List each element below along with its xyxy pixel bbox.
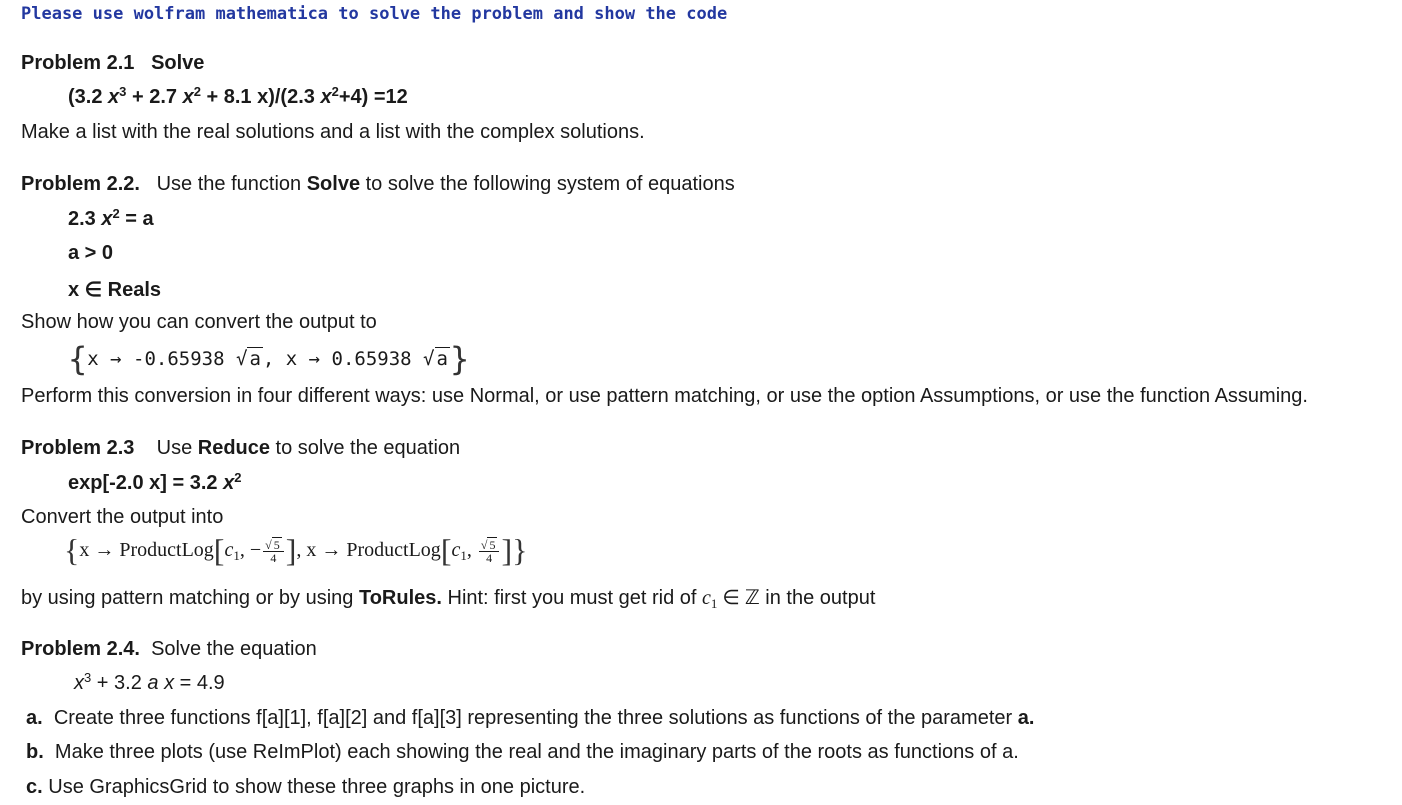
problem-2-1-label: Problem 2.1 (21, 52, 135, 74)
problem-2-4-heading: Problem 2.4. Solve the equation (21, 638, 317, 660)
problem-2-3-target-output: {$x \to ProductLog[c_1$, − $\frac{√ 5}{4}$ ], $x \to ProductLog[c_1$, $\frac{√ 5}{4}$ ]} (64, 532, 528, 568)
header-instruction: Please use wolfram mathematica to solve the problem and show the code (21, 4, 728, 24)
reduce-keyword: Reduce (197, 437, 270, 459)
problem-2-3-convert: Convert the output into (21, 506, 224, 528)
problem-2-1-text: Make a list with the real solutions and a list with the complex solutions. (21, 121, 645, 143)
problem-2-2-perform: Perform this conversion in four different ways: use Normal, or use pattern matching, or use the option Assumptions, or use the function Assuming. (21, 385, 1308, 407)
problem-2-4-part-b: b. Make three plots (use ReImPlot) each showing the real and the imaginary parts of the roots as functions of a. (26, 741, 1019, 763)
solve-keyword: Solve (306, 173, 361, 195)
problem-2-4-label: Problem 2.4. (21, 638, 140, 660)
problem-2-3-equation: exp[-2.0 x] = 3.2 $x^2$ (68, 469, 242, 494)
problem-2-1-equation: (3.2 $x^3 + 2.7$ $x^2 + 8.1$ x)/(2.3 $x^2+4) =12$ (68, 83, 408, 108)
torules-keyword: ToRules. (358, 587, 442, 609)
problem-2-1-verb: Solve (151, 52, 205, 74)
problem-2-2-heading: Problem 2.2. Use the function Solve to solve the following system of equations (21, 173, 735, 195)
problem-2-2-target-output: {x → -0.65938 √ a , x → 0.65938 √ a} (68, 340, 470, 378)
problem-2-4-equation: $x^3 + 3.2$ a x = 4.9 (74, 669, 225, 694)
problem-2-3-tail: by using pattern matching or by using ToRules. Hint: first you must get rid of $c_1$ ∈ ℤ in the output (21, 587, 876, 611)
problem-2-1-heading (21, 52, 204, 75)
problem-2-4-part-a: a. Create three functions f[a][1], f[a][2] and f[a][3] representing the three solutions as functions of the parameter a. (26, 707, 1035, 729)
problem-2-2-label: Problem 2.2. (21, 173, 140, 195)
problem-2-2-show: Show how you can convert the output to (21, 311, 377, 333)
problem-2-2-eq1: 2.3 $x^2 = a$ (68, 205, 154, 230)
problem-2-2-eq3: x ∈ Reals (68, 279, 162, 301)
problem-2-3-label: Problem 2.3 (21, 437, 135, 459)
problem-2-4-part-c: c. Use GraphicsGrid to show these three graphs in one picture. (26, 776, 586, 798)
problem-2-3-heading: Problem 2.3 Use Reduce to solve the equation (21, 437, 461, 459)
problem-2-2-eq2: a > 0 (68, 242, 114, 264)
